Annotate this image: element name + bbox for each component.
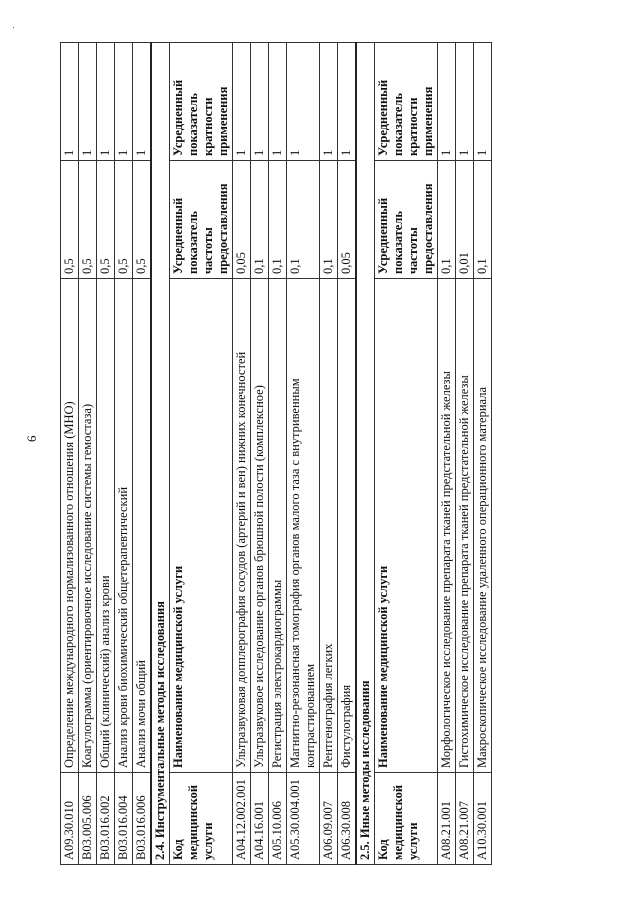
service-name: Определение международного нормализованного отношения (МНО) bbox=[61, 279, 79, 773]
section-title-row bbox=[151, 43, 170, 865]
service-name: Фистулография bbox=[338, 279, 357, 773]
table-row bbox=[97, 43, 115, 865]
multiplicity-value: 1 bbox=[61, 43, 79, 161]
multiplicity-value: 1 bbox=[456, 43, 474, 161]
multiplicity-value: 1 bbox=[320, 43, 338, 161]
header-code: Код медицинской услуги bbox=[170, 773, 233, 865]
multiplicity-value: 1 bbox=[338, 43, 357, 161]
table-row bbox=[474, 43, 492, 865]
frequency-value: 0,5 bbox=[97, 161, 115, 279]
header-name: Наименование медицинской услуги bbox=[375, 279, 438, 773]
frequency-value: 0,1 bbox=[474, 161, 492, 279]
frequency-value: 0,05 bbox=[338, 161, 357, 279]
frequency-value: 0,1 bbox=[251, 161, 269, 279]
frequency-value: 0,5 bbox=[79, 161, 97, 279]
service-name: Морфологическое исследование препарата тканей предстательной железы bbox=[438, 279, 456, 773]
table-row bbox=[456, 43, 474, 865]
table-row bbox=[438, 43, 456, 865]
table-row bbox=[320, 43, 338, 865]
header-code: Код медицинской услуги bbox=[375, 773, 438, 865]
service-code: A08.21.007 bbox=[456, 773, 474, 865]
multiplicity-value: 1 bbox=[287, 43, 320, 161]
header-frequency: Усредненный показатель частоты предоставления bbox=[375, 161, 438, 279]
multiplicity-value: 1 bbox=[133, 43, 152, 161]
header-frequency: Усредненный показатель частоты предоставления bbox=[170, 161, 233, 279]
service-code: A05.30.004.001 bbox=[287, 773, 320, 865]
service-name: Рентгенография легких bbox=[320, 279, 338, 773]
table-row bbox=[287, 43, 320, 865]
frequency-value: 0,01 bbox=[456, 161, 474, 279]
table-row bbox=[251, 43, 269, 865]
page-number: 6 bbox=[24, 435, 39, 442]
header-name: Наименование медицинской услуги bbox=[170, 279, 233, 773]
service-name: Анализ крови биохимический общетерапевтический bbox=[115, 279, 133, 773]
multiplicity-value: 1 bbox=[438, 43, 456, 161]
frequency-value: 0,1 bbox=[287, 161, 320, 279]
multiplicity-value: 1 bbox=[79, 43, 97, 161]
service-name: Коагулограмма (ориентировочное исследование системы гемостаза) bbox=[79, 279, 97, 773]
scan-speck: · bbox=[12, 22, 15, 32]
header-multiplicity: Усредненный показатель кратности применения bbox=[170, 43, 233, 161]
table-row bbox=[233, 43, 251, 865]
frequency-value: 0,1 bbox=[269, 161, 287, 279]
service-code: A09.30.010 bbox=[61, 773, 79, 865]
table-row bbox=[115, 43, 133, 865]
frequency-value: 0,5 bbox=[133, 161, 152, 279]
multiplicity-value: 1 bbox=[233, 43, 251, 161]
multiplicity-value: 1 bbox=[251, 43, 269, 161]
service-code: A05.10.006 bbox=[269, 773, 287, 865]
service-code: A04.16.001 bbox=[251, 773, 269, 865]
service-name: Макроскопическое исследование удаленного операционного материала bbox=[474, 279, 492, 773]
frequency-value: 0,5 bbox=[61, 161, 79, 279]
multiplicity-value: 1 bbox=[269, 43, 287, 161]
table-header-row bbox=[375, 43, 438, 865]
service-name: Гистохимическое исследование препарата тканей предстательной железы bbox=[456, 279, 474, 773]
frequency-value: 0,1 bbox=[438, 161, 456, 279]
service-name: Ультразвуковое исследование органов брюшной полости (комплексное) bbox=[251, 279, 269, 773]
frequency-value: 0,5 bbox=[115, 161, 133, 279]
services-table bbox=[60, 42, 492, 865]
table-row bbox=[79, 43, 97, 865]
service-code: A04.12.002.001 bbox=[233, 773, 251, 865]
frequency-value: 0,05 bbox=[233, 161, 251, 279]
table-row bbox=[61, 43, 79, 865]
multiplicity-value: 1 bbox=[115, 43, 133, 161]
table-row bbox=[269, 43, 287, 865]
table-row bbox=[338, 43, 357, 865]
service-code: A06.09.007 bbox=[320, 773, 338, 865]
service-code: B03.005.006 bbox=[79, 773, 97, 865]
service-name: Анализ мочи общий bbox=[133, 279, 152, 773]
section-title: 2.4. Инструментальные методы исследования bbox=[151, 43, 170, 865]
multiplicity-value: 1 bbox=[97, 43, 115, 161]
service-name: Магнитно-резонансная томография органов малого таза с внутривенным контрастированием bbox=[287, 279, 320, 773]
section-title: 2.5. Иные методы исследования bbox=[356, 43, 375, 865]
section-title-row bbox=[356, 43, 375, 865]
service-code: A10.30.001 bbox=[474, 773, 492, 865]
frequency-value: 0,1 bbox=[320, 161, 338, 279]
service-name: Регистрация электрокардиограммы bbox=[269, 279, 287, 773]
service-code: B03.016.006 bbox=[133, 773, 152, 865]
header-multiplicity: Усредненный показатель кратности применения bbox=[375, 43, 438, 161]
service-name: Общий (клинический) анализ крови bbox=[97, 279, 115, 773]
service-code: A06.30.008 bbox=[338, 773, 357, 865]
service-code: A08.21.001 bbox=[438, 773, 456, 865]
service-name: Ультразвуковая допплерография сосудов (артерий и вен) нижних конечностей bbox=[233, 279, 251, 773]
rotated-table-container bbox=[60, 43, 590, 865]
multiplicity-value: 1 bbox=[474, 43, 492, 161]
table-row bbox=[133, 43, 152, 865]
service-code: B03.016.004 bbox=[115, 773, 133, 865]
table-header-row bbox=[170, 43, 233, 865]
service-code: B03.016.002 bbox=[97, 773, 115, 865]
